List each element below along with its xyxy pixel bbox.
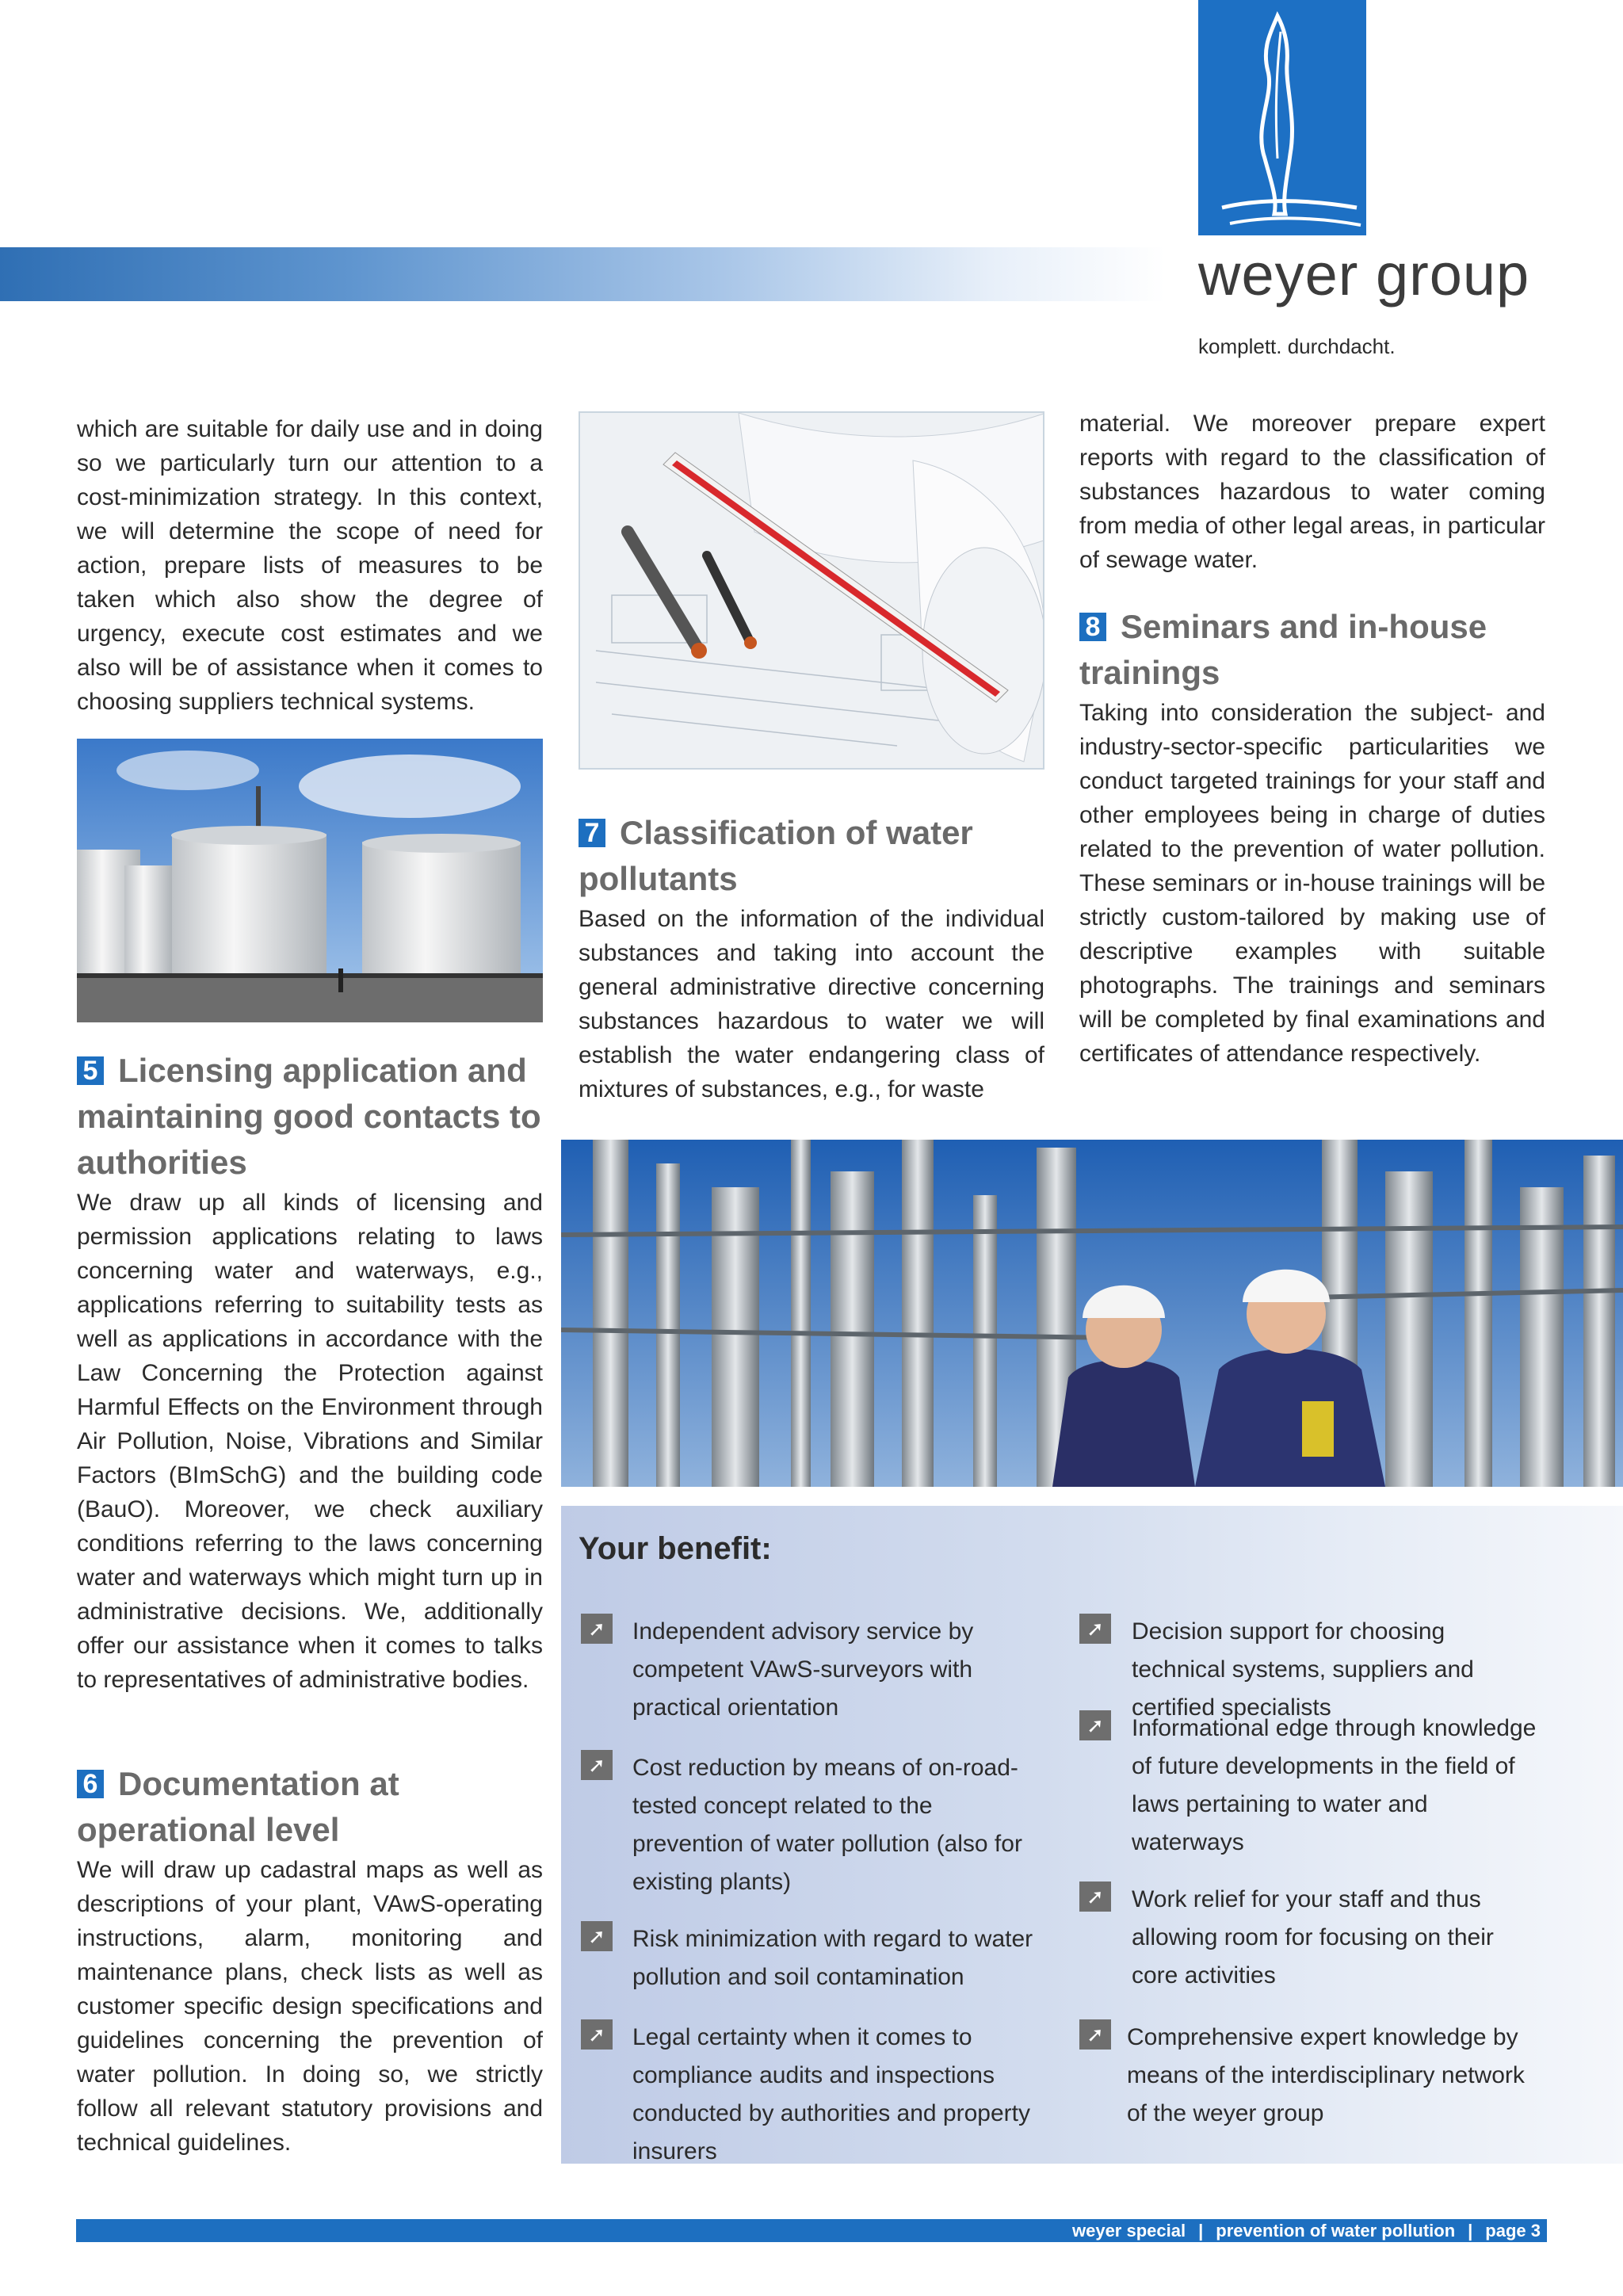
benefit-item-left-3: Risk minimization with regard to water pollution and soil contamination [632, 1926, 1033, 1990]
section-8-title: Seminars and in-house trainings [1079, 608, 1487, 691]
section-8 [1079, 604, 1545, 1071]
header-gradient-band [0, 247, 1165, 301]
arrow-icon: ➚ [1079, 1710, 1111, 1740]
section-8-number: 8 [1079, 613, 1106, 641]
section-6-number: 6 [77, 1770, 104, 1798]
benefit-title: Your benefit: [579, 1531, 772, 1566]
section-5-number: 5 [77, 1056, 104, 1085]
section-7-heading [579, 810, 1044, 902]
benefit-item-right-1: Decision support for choosing technical systems, suppliers and certified specialists [1132, 1618, 1474, 1721]
section-7 [579, 810, 1044, 1106]
section-5 [77, 1048, 543, 1697]
brand-name: weyer group [1198, 242, 1530, 308]
benefit-item-left-4: Legal certainty when it comes to compliance audits and inspections conducted by authorities and property insurers [632, 2024, 1030, 2164]
section-7-number: 7 [579, 819, 605, 847]
section-7-title: Classification of water pollutants [579, 814, 973, 897]
footer-separator: | [1468, 2221, 1473, 2241]
footer-separator: | [1198, 2221, 1204, 2241]
footer-text [1066, 2219, 1547, 2242]
arrow-icon: ➚ [1079, 1881, 1111, 1912]
arrow-icon: ➚ [581, 2019, 613, 2050]
section-5-body: We draw up all kinds of licensing and permission applications relating to laws concerning water and waterways, e.g., applications referring to suitability tests as well as applications in accordance with the Law Concerning the Protection against Harmful Effects on the Environment through Air Pollution, Noise, Vibrations and Similar Factors (BImSchG) and the building code (BauO). Moreover, we check auxiliary conditions referring to the laws concerning water and waterways which might turn up in administrative decisions. We, additionally offer our assistance when it comes to talks to representatives of administrative bodies. [77, 1190, 543, 1693]
arrow-icon: ➚ [1079, 1614, 1111, 1644]
arrow-icon: ➚ [1079, 2019, 1111, 2050]
footer-publication: weyer special [1071, 2221, 1186, 2241]
blueprints-photo [579, 411, 1044, 770]
benefit-item-left-1: Independent advisory service by competent VAwS-surveyors with practical orientation [632, 1618, 974, 1721]
weyer-logo-mark [1198, 0, 1366, 235]
benefit-item-right-2: Informational edge through knowledge of future developments in the field of laws pertaining to water and waterways [1132, 1715, 1537, 1855]
refinery-workers-photo [561, 1140, 1623, 1487]
section-8-heading [1079, 604, 1545, 696]
benefit-item-right-3: Work relief for your staff and thus allowing room for focusing on their core activities [1132, 1886, 1494, 1988]
section-6-heading [77, 1761, 543, 1853]
arrow-icon: ➚ [581, 1750, 613, 1780]
col3-continuation [1079, 407, 1545, 577]
col1-intro [77, 412, 543, 719]
section-8-body: Taking into consideration the subject- and industry-sector-specific particularities we conduct targeted trainings for your staff and other employees being in charge of duties related to the prevention of water pollution. These seminars or in-house trainings will be strictly custom-tailored by making use of descriptive examples with suitable photographs. The trainings and seminars will be completed by final examinations and certificates of attendance respectively. [1079, 700, 1545, 1067]
benefit-item-right-4: Comprehensive expert knowledge by means of the interdisciplinary network of the weyer group [1127, 2024, 1525, 2126]
footer-page-number: page 3 [1485, 2221, 1541, 2241]
section-6 [77, 1761, 543, 2160]
section-7-body: Based on the information of the individual substances and taking into account the general administrative directive concerning substances hazardous to water we will establish the water endangering class of mixtures of substances, e.g., for waste [579, 906, 1044, 1102]
section-5-heading [77, 1048, 543, 1186]
section-6-title: Documentation at operational level [77, 1765, 399, 1848]
section-5-title: Licensing application and maintaining good contacts to authorities [77, 1052, 541, 1181]
intro-paragraph: which are suitable for daily use and in doing so we particularly turn our attention to a cost-minimization strategy. In this context, we will determine the scope of need for action, prepare lists of measures to be taken which also show the degree of urgency, execute cost estimates and we also will be of assistance when it comes to choosing suppliers technical systems. [77, 416, 543, 715]
arrow-icon: ➚ [581, 1614, 613, 1644]
benefit-item-left-2: Cost reduction by means of on-road-tested concept related to the prevention of water pollution (also for existing plants) [632, 1755, 1022, 1895]
arrow-icon: ➚ [581, 1921, 613, 1951]
col3-continuation-text: material. We moreover prepare expert reports with regard to the classification of substances hazardous to water coming from media of other legal areas, in particular of sewage water. [1079, 411, 1545, 573]
section-6-body: We will draw up cadastral maps as well as descriptions of your plant, VAwS-operating instructions, alarm, monitoring and maintenance plans, check lists as well as customer specific design specifications and guidelines concerning the prevention of water pollution. In doing so, we strictly follow all relevant statutory provisions and technical guidelines. [77, 1857, 543, 2156]
footer-topic: prevention of water pollution [1216, 2221, 1456, 2241]
brand-tagline: komplett. durchdacht. [1198, 334, 1396, 358]
storage-tanks-photo [77, 739, 543, 1022]
